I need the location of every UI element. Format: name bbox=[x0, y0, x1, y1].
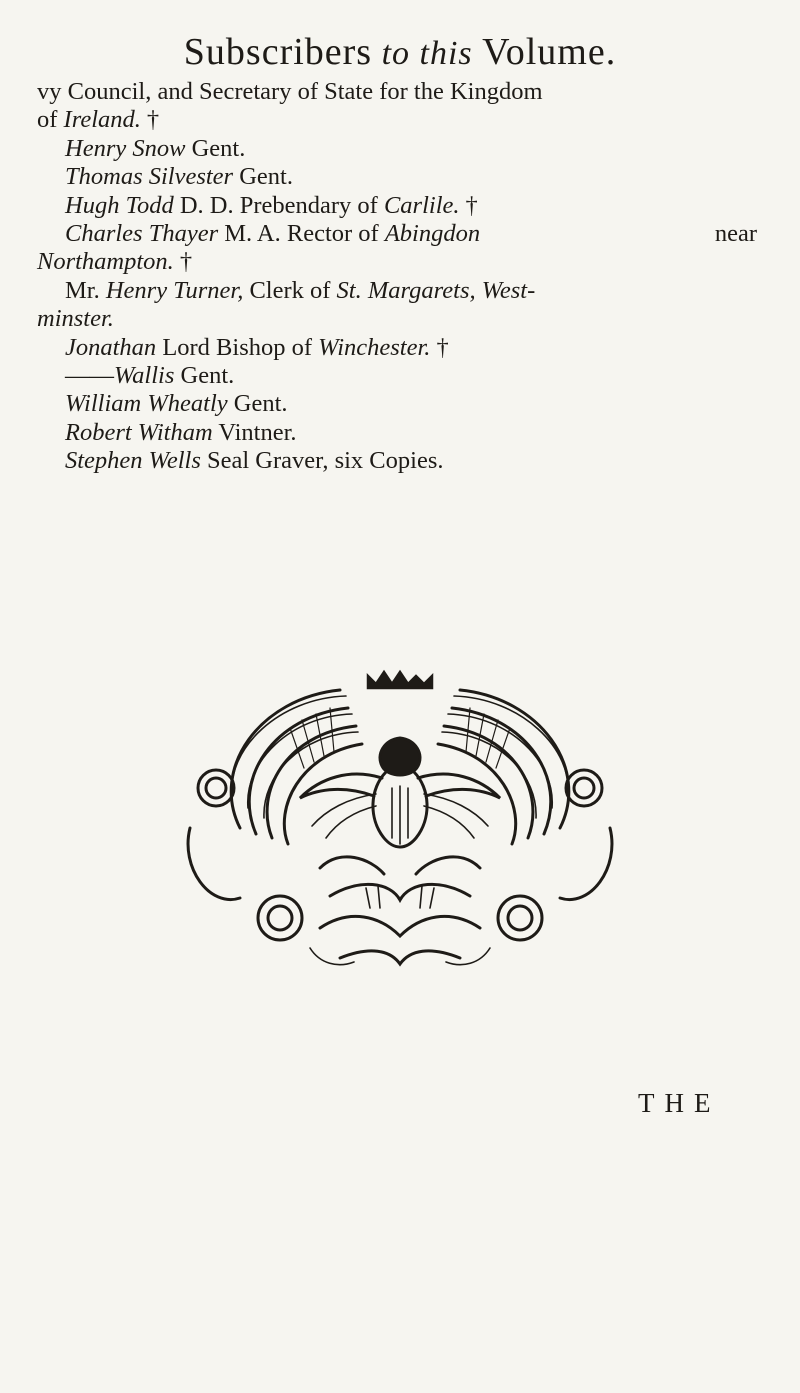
subscriber-line: Northampton. † bbox=[37, 248, 193, 276]
subscriber-line: Mr. Henry Turner, Clerk of St. Margarets, West- bbox=[65, 276, 536, 304]
subscriber-line: of Ireland. † bbox=[37, 106, 160, 134]
catchword: THE bbox=[638, 1088, 721, 1118]
header-word-subscribers: Subscribers bbox=[183, 31, 373, 73]
header-word-to-this: to this bbox=[381, 35, 473, 72]
phoenix-ornament-icon bbox=[170, 668, 630, 978]
subscriber-line: Charles Thayer M. A. Rector of Abingdon near bbox=[65, 220, 757, 248]
subscriber-line: Stephen Wells Seal Graver, six Copies. bbox=[65, 447, 444, 475]
dagger-mark: † bbox=[146, 106, 160, 134]
dagger-mark: † bbox=[179, 248, 193, 276]
subscriber-line: vy Council, and Secretary of State for the Kingdom bbox=[37, 78, 543, 105]
running-header bbox=[0, 30, 800, 74]
subscriber-line: Robert Witham Vintner. bbox=[65, 418, 297, 446]
subscriber-line: minster. bbox=[37, 305, 114, 333]
header-word-volume: Volume. bbox=[482, 31, 617, 73]
subscriber-line: ——Wallis Gent. bbox=[65, 362, 235, 390]
subscriber-line: Thomas Silvester Gent. bbox=[65, 163, 293, 191]
dagger-mark: † bbox=[465, 191, 478, 219]
subscriber-line: Henry Snow Gent. bbox=[65, 134, 246, 162]
subscriber-line: Jonathan Lord Bishop of Winchester. † bbox=[65, 333, 449, 361]
subscriber-line: William Wheatly Gent. bbox=[65, 390, 288, 418]
subscriber-line: Hugh Todd D. D. Prebendary of Carlile. † bbox=[65, 191, 478, 219]
subscriber-list bbox=[37, 78, 757, 476]
dagger-mark: † bbox=[436, 333, 449, 361]
